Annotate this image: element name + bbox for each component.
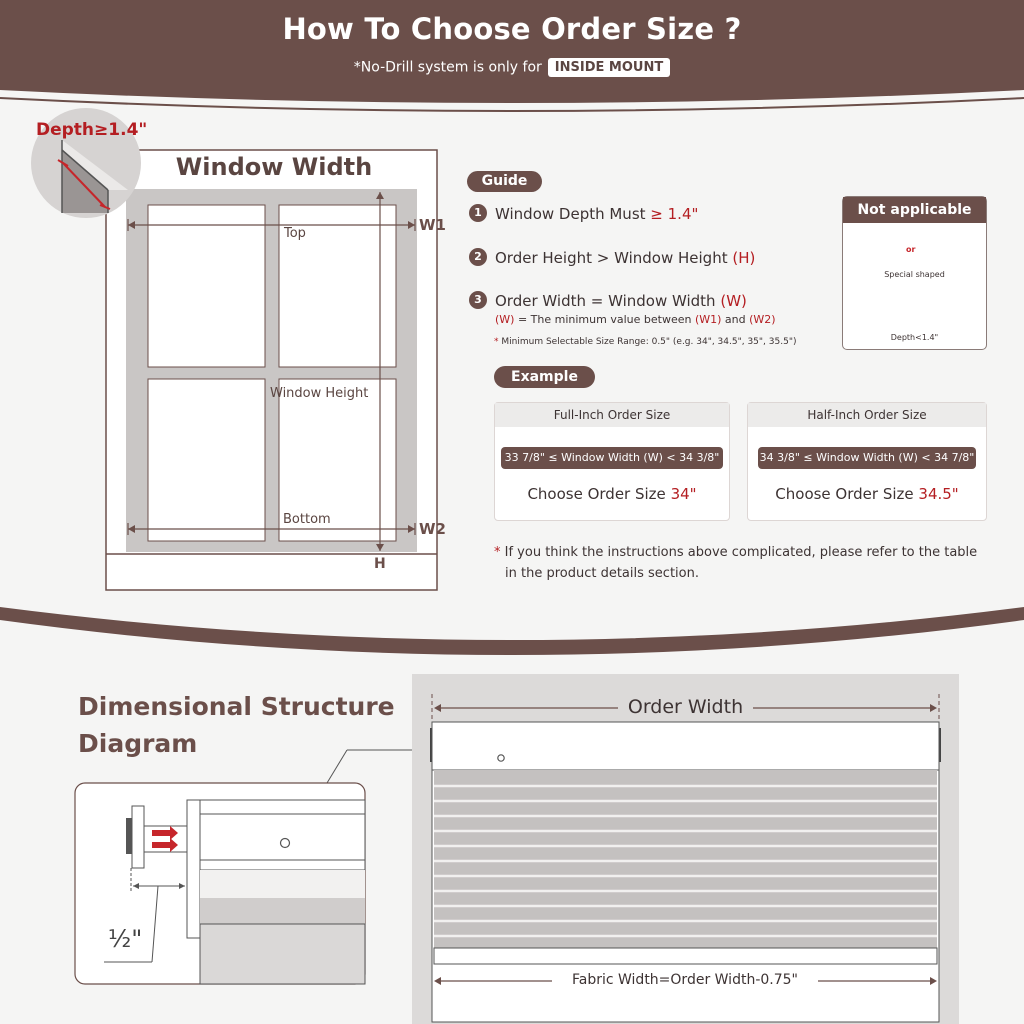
not-applicable-title: Not applicable: [843, 197, 986, 223]
min-size-note: [494, 337, 796, 347]
example-card-full-inch-choose-text: Choose Order Size: [527, 485, 666, 503]
step-1-number: 1: [469, 204, 487, 222]
half-inch-label: ½": [108, 925, 143, 953]
w1-label: W1: [419, 216, 446, 234]
order-width-label: Order Width: [627, 696, 744, 718]
depth-limit-label: Depth<1.4": [890, 333, 939, 342]
example-card-full-inch: [494, 402, 730, 521]
window-diagram: [106, 150, 437, 590]
footnote: [494, 542, 977, 584]
example-card-full-inch-choose: [495, 485, 729, 503]
step-2-text: Order Height > Window Height: [495, 249, 728, 267]
structure-title: [78, 688, 395, 762]
step-3-note-mid: = The minimum value between: [517, 313, 692, 326]
example-card-half-inch-choose-text: Choose Order Size: [775, 485, 914, 503]
headrail: [432, 722, 939, 770]
structure-title-line-1: Dimensional Structure: [78, 692, 395, 721]
step-3-note: [495, 313, 776, 326]
example-pill: Example: [494, 366, 595, 388]
structure-title-line-2: Diagram: [78, 729, 198, 758]
top-label: Top: [284, 226, 306, 241]
fabric-width-label: Fabric Width=Order Width-0.75": [571, 972, 798, 988]
step-3-note-w2: (W2): [749, 313, 776, 326]
w2-label: W2: [419, 520, 446, 538]
example-card-half-inch-size: 34.5": [918, 485, 959, 503]
or-label: or: [906, 245, 916, 254]
example-card-full-inch-header: Full-Inch Order Size: [495, 403, 729, 427]
bottom-rail: [434, 948, 937, 964]
inside-mount-badge: INSIDE MOUNT: [548, 58, 670, 77]
h-label: H: [374, 556, 386, 572]
window-width-label: Window Width: [175, 153, 373, 181]
example-card-full-inch-range: 33 7/8" ≤ Window Width (W) < 34 3/8": [501, 447, 723, 469]
example-card-full-inch-size: 34": [670, 485, 697, 503]
step-3-text: Order Width = Window Width: [495, 292, 716, 310]
bottom-label: Bottom: [283, 512, 331, 527]
depth-label: Depth≥1.4": [36, 120, 148, 140]
window-height-label: Window Height: [270, 386, 369, 401]
mount-note-text: *No-Drill system is only for: [353, 59, 542, 76]
step-3: [495, 292, 747, 310]
example-card-half-inch-range: 34 3/8" ≤ Window Width (W) < 34 7/8": [758, 447, 976, 469]
mount-note: [0, 58, 1024, 77]
step-1-value: ≥ 1.4": [650, 205, 699, 223]
step-3-note-and: and: [724, 313, 746, 326]
step-1-text: Window Depth Must: [495, 205, 646, 223]
step-1: [495, 205, 698, 223]
footnote-line-1: If you think the instructions above complicated, please refer to the table: [504, 545, 978, 560]
step-3-note-w: (W): [495, 313, 515, 326]
example-card-half-inch-choose: [748, 485, 986, 503]
step-2: [495, 249, 755, 267]
example-card-half-inch-header: Half-Inch Order Size: [748, 403, 986, 427]
section-divider: [0, 607, 1024, 655]
step-2-number: 2: [469, 248, 487, 266]
pane-bottom-left: [148, 379, 265, 541]
step-3-value: (W): [720, 292, 747, 310]
footnote-line-2: in the product details section.: [505, 566, 699, 581]
page-title: How To Choose Order Size ?: [282, 12, 742, 46]
guide-pill: Guide: [467, 171, 542, 192]
example-card-half-inch: [747, 402, 987, 521]
min-size-note-star: *: [494, 337, 499, 347]
pane-top-left: [148, 205, 265, 367]
min-size-note-text: Minimum Selectable Size Range: 0.5" (e.g. 34", 34.5", 35", 35.5"): [501, 337, 797, 347]
step-3-note-w1: (W1): [694, 313, 722, 326]
step-2-value: (H): [732, 249, 756, 267]
step-3-number: 3: [469, 291, 487, 309]
footnote-star: *: [494, 545, 501, 560]
special-shaped-label: Special shaped: [884, 270, 945, 279]
